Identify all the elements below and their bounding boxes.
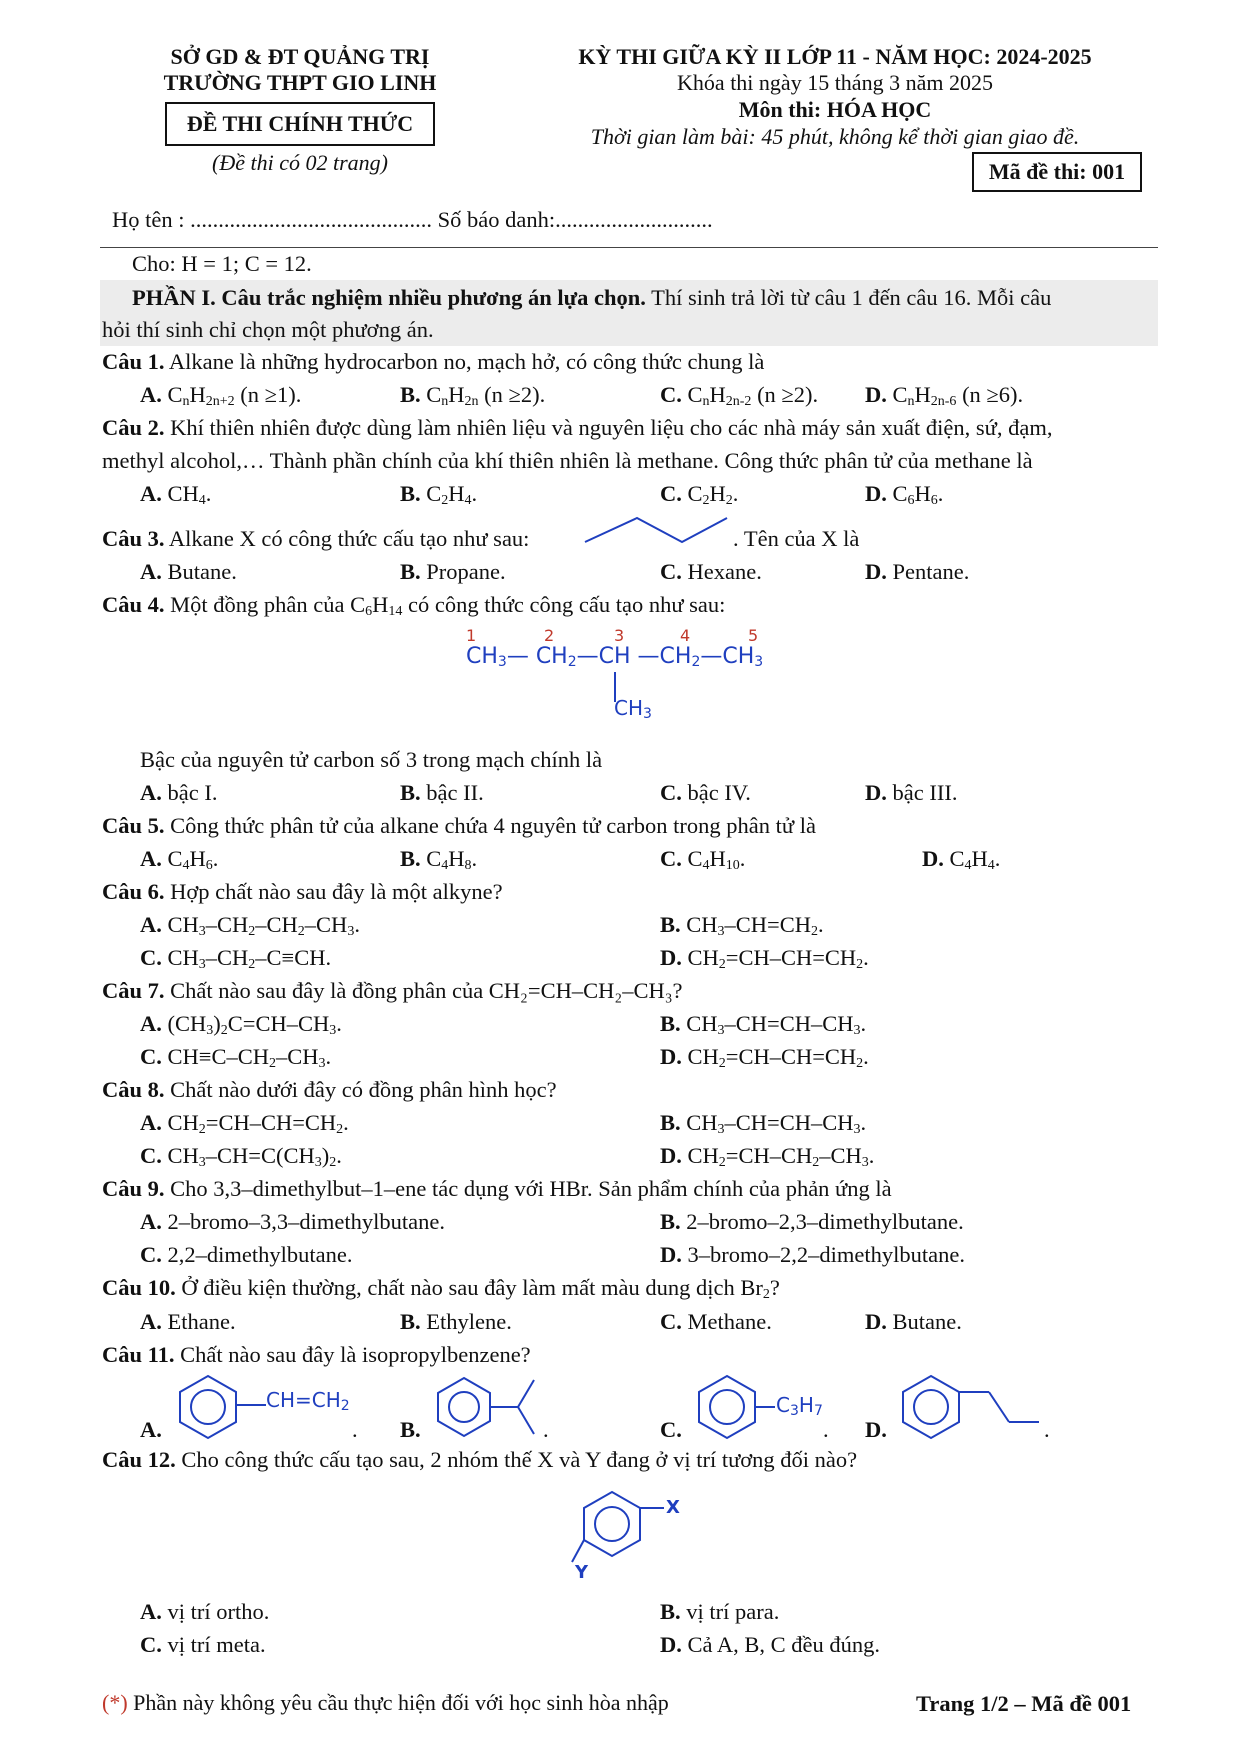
question-4: Câu 4. Một đồng phân của $C_6H_{14}$ có công thức công cấu tạo như sau: (102, 592, 726, 619)
school-name: TRƯỜNG THPT GIO LINH (163, 70, 437, 95)
carbon-number-4: 4 (680, 626, 691, 645)
q1-option-a[interactable]: A. $C_nH_{2n+2}$ (n ≥1). (140, 382, 302, 409)
benzene-ring-a-icon (172, 1372, 244, 1440)
q10-option-a[interactable]: A. Ethane. (140, 1309, 236, 1334)
propylbenzene-d-icon (897, 1372, 1047, 1440)
q9-option-d[interactable]: D. 3–bromo–2,2–dimethylbutane. (660, 1242, 965, 1267)
question-3: Câu 3. Alkane X có công thức cấu tạo như sau: (102, 526, 530, 551)
isopropylbenzene-b-icon (430, 1372, 550, 1440)
q2-option-c[interactable]: C. $C_2H_2$. (660, 481, 739, 508)
q5-option-d[interactable]: D. $C_4H_4$. (922, 846, 1001, 873)
footer-note: (*) Phần này không yêu cầu thực hiện đối với học sinh hòa nhập (102, 1690, 669, 1715)
q11-d-period: . (1044, 1417, 1050, 1442)
q11-option-a[interactable]: A. (140, 1417, 162, 1442)
q11-option-b[interactable]: B. (400, 1417, 421, 1442)
official-exam-box: ĐỀ THI CHÍNH THỨC (165, 102, 435, 146)
carbon-number-1: 1 (466, 626, 477, 645)
time-note: Thời gian làm bài: 45 phút, không kể thời gian giao đề. (590, 124, 1080, 149)
q12-option-b[interactable]: B. vị trí para. (660, 1599, 780, 1624)
q2-option-d[interactable]: D. $C_6H_6$. (865, 481, 944, 508)
q3-option-a[interactable]: A. Butane. (140, 559, 237, 584)
q7-option-b[interactable]: B. $CH_3-CH=CH-CH_3$. (660, 1011, 867, 1038)
q7-option-a[interactable]: A. $(CH_3)_2C=CH-CH_3$. (140, 1011, 342, 1038)
q5-option-a[interactable]: A. $C_4H_6$. (140, 846, 219, 873)
q10-option-d[interactable]: D. Butane. (865, 1309, 962, 1334)
q11-a-period: . (352, 1417, 358, 1442)
dept-name: SỞ GD & ĐT QUẢNG TRỊ (170, 44, 430, 69)
q4-option-d[interactable]: D. bậc III. (865, 780, 958, 805)
candidate-line: Họ tên : ........................................... Số báo danh:............................ (112, 207, 713, 232)
exam-code-box: Mã đề thi: 001 (972, 152, 1142, 192)
q1-option-b[interactable]: B. $C_nH_{2n}$ (n ≥2). (400, 382, 546, 409)
question-6: Câu 6. Hợp chất nào sau đây là một alkyne? (102, 879, 503, 904)
q6-option-c[interactable]: C. $CH_3-CH_2-C\equiv CH$. (140, 945, 332, 972)
q1-option-d[interactable]: D. $C_nH_{2n-6}$ (n ≥6). (865, 382, 1024, 409)
substituent-y: Y (575, 1562, 589, 1583)
vinyl-group: $CH=CH_2$ (266, 1388, 350, 1414)
question-11: Câu 11. Chất nào sau đây là isopropylbenzene? (102, 1342, 531, 1367)
q2-option-a[interactable]: A. $CH_4$. (140, 481, 212, 508)
carbon-number-2: 2 (544, 626, 555, 645)
question-1: Câu 1. Alkane là những hydrocarbon no, mạch hở, có công thức chung là (102, 349, 765, 374)
q8-option-d[interactable]: D. $CH_2=CH-CH_2-CH_3$. (660, 1143, 875, 1170)
carbon-number-5: 5 (748, 626, 759, 645)
q8-option-a[interactable]: A. $CH_2=CH-CH=CH_2$. (140, 1110, 349, 1137)
q5-option-c[interactable]: C. $C_4H_{10}$. (660, 846, 746, 873)
question-8: Câu 8. Chất nào dưới đây có đồng phân hình học? (102, 1077, 557, 1102)
part1-heading: PHẦN I. Câu trắc nghiệm nhiều phương án lựa chọn. Thí sinh trả lời từ câu 1 đến câu 16. Mỗi câu (132, 285, 1052, 310)
question-3-tail: . Tên của X là (733, 526, 860, 551)
skeletal-formula-image (582, 512, 732, 546)
bond-a (236, 1400, 266, 1410)
q10-option-b[interactable]: B. Ethylene. (400, 1309, 512, 1334)
part1-instr: hỏi thí sinh chỉ chọn một phương án. (102, 317, 434, 342)
q9-option-a[interactable]: A. 2–bromo–3,3–dimethylbutane. (140, 1209, 445, 1234)
q2-option-b[interactable]: B. $C_2H_4$. (400, 481, 478, 508)
q5-option-b[interactable]: B. $C_4H_8$. (400, 846, 478, 873)
question-9: Câu 9. Cho 3,3–dimethylbut–1–ene tác dụng với HBr. Sản phẩm chính của phản ứng là (102, 1176, 892, 1201)
structural-formula-chain: $CH_3—$ $CH_2—CH$ $—CH_2—CH_3$ (466, 644, 764, 670)
question-2-line2: methyl alcohol,… Thành phần chính của khí thiên nhiên là methane. Công thức phân tử của methane là (102, 448, 1033, 473)
question-5: Câu 5. Công thức phân tử của alkane chứa 4 nguyên tử carbon trong phân tử là (102, 813, 816, 838)
q3-option-b[interactable]: B. Propane. (400, 559, 506, 584)
question-2: Câu 2. Khí thiên nhiên được dùng làm nhiên liệu và nguyên liệu cho các nhà máy sản xuất điện, sứ, đạm, (102, 415, 1053, 440)
propyl-group: $C_3H_7$ (776, 1393, 823, 1419)
q12-option-c[interactable]: C. vị trí meta. (140, 1632, 266, 1657)
q4-option-a[interactable]: A. bậc I. (140, 780, 218, 805)
given-masses: Cho: H = 1; C = 12. (132, 251, 312, 276)
header-divider (100, 247, 1158, 248)
q6-option-a[interactable]: A. $CH_3-CH_2-CH_2-CH_3$. (140, 912, 360, 939)
page-footer: Trang 1/2 – Mã đề 001 (916, 1691, 1132, 1716)
q4-option-b[interactable]: B. bậc II. (400, 780, 484, 805)
exam-title: KỲ THI GIỮA KỲ II LỚP 11 - NĂM HỌC: 2024-2025 (578, 44, 1092, 69)
q11-option-c[interactable]: C. (660, 1417, 682, 1442)
q8-option-b[interactable]: B. $CH_3-CH=CH-CH_3$. (660, 1110, 867, 1137)
q11-c-period: . (823, 1417, 829, 1442)
question-12: Câu 12. Cho công thức cấu tạo sau, 2 nhóm thế X và Y đang ở vị trí tương đối nào? (102, 1447, 858, 1472)
q10-option-c[interactable]: C. Methane. (660, 1309, 772, 1334)
q11-option-d[interactable]: D. (865, 1417, 887, 1442)
question-4-prompt: Bậc của nguyên tử carbon số 3 trong mạch chính là (140, 747, 603, 772)
subject: Môn thi: HÓA HỌC (738, 97, 932, 122)
q6-option-d[interactable]: D. $CH_2=CH-CH=CH_2$. (660, 945, 869, 972)
q6-option-b[interactable]: B. $CH_3-CH=CH_2$. (660, 912, 824, 939)
substituent-x: X (666, 1497, 680, 1518)
q8-option-c[interactable]: C. $CH_3-CH=C(CH_3)_2$. (140, 1143, 342, 1170)
q7-option-d[interactable]: D. $CH_2=CH-CH=CH_2$. (660, 1044, 869, 1071)
carbon-number-3: 3 (614, 626, 625, 645)
q12-option-d[interactable]: D. Cả A, B, C đều đúng. (660, 1632, 881, 1657)
q7-option-c[interactable]: C. $CH\equiv C-CH_2-CH_3$. (140, 1044, 332, 1071)
question-7: Câu 7. Chất nào sau đây là đồng phân của CH₂=CH–CH₂–CH₃? (102, 978, 683, 1003)
q3-option-c[interactable]: C. Hexane. (660, 559, 762, 584)
q9-option-b[interactable]: B. 2–bromo–2,3–dimethylbutane. (660, 1209, 964, 1234)
question-10: Câu 10. Ở điều kiện thường, chất nào sau đây làm mất màu dung dịch $Br_2$? (102, 1275, 780, 1302)
q4-option-c[interactable]: C. bậc IV. (660, 780, 751, 805)
pages-note: (Đề thi có 02 trang) (212, 150, 388, 175)
q11-b-period: . (543, 1417, 549, 1442)
q9-option-c[interactable]: C. 2,2–dimethylbutane. (140, 1242, 353, 1267)
q12-option-a[interactable]: A. vị trí ortho. (140, 1599, 270, 1624)
q1-option-c[interactable]: C. $C_nH_{2n-2}$ (n ≥2). (660, 382, 819, 409)
exam-date: Khóa thi ngày 15 tháng 3 năm 2025 (677, 70, 993, 95)
branch-methyl: $CH_3$ (614, 696, 652, 722)
q3-option-d[interactable]: D. Pentane. (865, 559, 970, 584)
